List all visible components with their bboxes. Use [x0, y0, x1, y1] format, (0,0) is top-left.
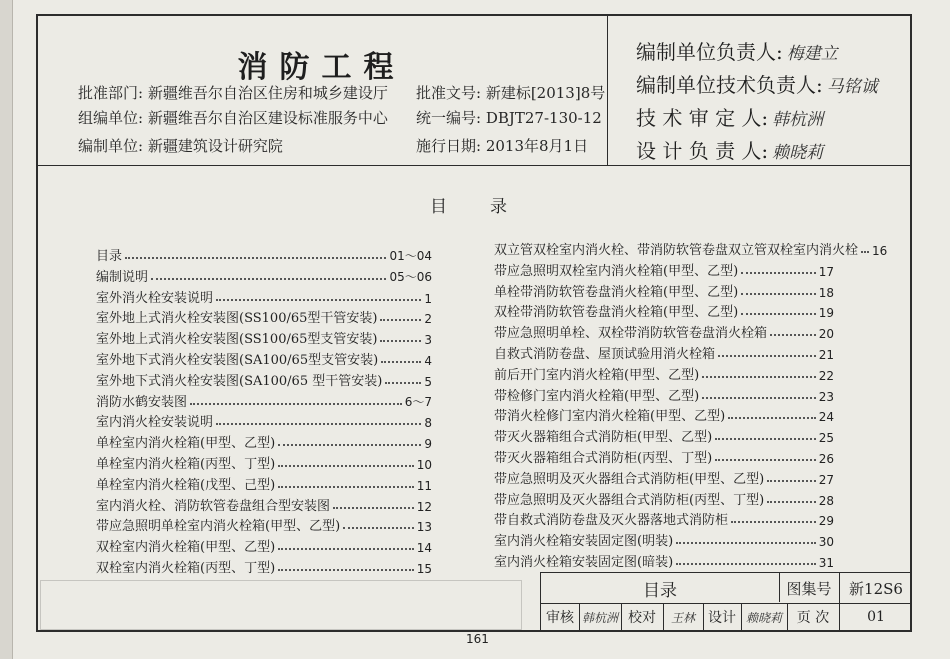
- toc-entry-title: 单栓室内消火栓箱(戊型、己型): [96, 477, 276, 493]
- toc-entry: [96, 306, 432, 326]
- toc-leader-dots: [728, 417, 816, 419]
- toc-entry-page: 19: [818, 306, 834, 321]
- toc-leader-dots: [702, 376, 816, 378]
- toc-entry-page: 6～7: [404, 394, 432, 409]
- toc-entry: [96, 348, 432, 368]
- toc-entry-page: 20: [818, 327, 834, 342]
- design-signature: 赖晓莉: [745, 610, 782, 625]
- toc-entry: [494, 529, 834, 549]
- toc-entry: [96, 431, 432, 451]
- toc-entry-title: 室内消火栓安装说明: [96, 415, 214, 431]
- toc-leader-dots: [216, 423, 421, 425]
- toc-entry-page: 29: [818, 514, 834, 529]
- toc-heading-left: 目: [430, 197, 447, 217]
- toc-entry: [96, 244, 432, 264]
- toc-heading-right: 录: [490, 197, 507, 217]
- toc-entry-page: 4: [424, 354, 432, 368]
- toc-entry-title: 自救式消防卷盘、屋顶试验用消火栓箱: [494, 347, 716, 362]
- toc-entry-title: 目录: [96, 249, 123, 264]
- toc-entry-title: 带消火栓修门室内消火栓箱(甲型、乙型): [494, 409, 726, 425]
- toc-entry: [494, 425, 834, 445]
- toc-entry: [96, 556, 432, 576]
- toc-entry: [96, 535, 432, 555]
- toc-entry-title: 带应急照明单栓室内消火栓箱(甲型、乙型): [96, 519, 341, 535]
- atlas-number: 新12S6: [849, 579, 903, 598]
- title-block-name: 目录: [643, 580, 677, 601]
- toc-entry-title: 室外地上式消火栓安装图(SS100/65型支管安装): [96, 332, 378, 348]
- toc-entry: [494, 342, 834, 362]
- toc-leader-dots: [151, 278, 386, 280]
- toc-leader-dots: [741, 313, 816, 315]
- toc-entry: [96, 452, 432, 472]
- toc-entry-title: 带检修门室内消火栓箱(甲型、乙型): [494, 388, 700, 404]
- binding-strip: [0, 0, 13, 659]
- toc-leader-dots: [125, 257, 386, 259]
- toc-leader-dots: [278, 569, 414, 571]
- toc-entry: [96, 514, 432, 534]
- atlas-label: 图集号: [786, 579, 832, 598]
- toc-entry: [494, 488, 834, 508]
- toc-entry-title: 消防水鹤安装图: [96, 394, 188, 410]
- toc-entry-title: 单栓带消防软管卷盘消火栓箱(甲型、乙型): [494, 284, 739, 300]
- toc-entry-page: 01～04: [389, 249, 432, 263]
- signature: 韩杭洲: [772, 110, 824, 130]
- toc-entry-title: 带自救式消防卷盘及灭火器落地式消防柜: [494, 513, 729, 529]
- toc-entry-page: 21: [818, 348, 834, 362]
- toc-leader-dots: [715, 459, 816, 461]
- toc-entry-page: 27: [818, 472, 834, 487]
- signature: 梅建立: [786, 44, 838, 64]
- toc-entry-page: 1: [424, 291, 432, 306]
- toc-entry-title: 带应急照明及灭火器组合式消防柜(甲型、乙型): [494, 471, 765, 487]
- toc-entry: [494, 259, 834, 279]
- toc-entry-title: 室外地上式消火栓安装图(SS100/65型干管安装): [96, 311, 378, 327]
- toc-entry-page: 12: [416, 499, 432, 514]
- responsible-row: [636, 69, 878, 98]
- toc-leader-dots: [278, 548, 414, 550]
- responsible-label: 设 计 负 责 人:: [636, 139, 769, 163]
- toc-entry-title: 室外地下式消火栓安装图(SA100/65 型干管安装): [96, 373, 383, 389]
- toc-leader-dots: [676, 542, 816, 544]
- toc-entry-title: 带灭火器箱组合式消防柜(甲型、乙型): [494, 430, 713, 446]
- header-info-panel: [36, 14, 608, 166]
- design-label: 设计: [708, 610, 736, 626]
- responsible-row: [636, 135, 823, 164]
- toc-entry: [494, 363, 834, 383]
- toc-entry-page: 5: [424, 374, 432, 389]
- check-signature: 王林: [670, 610, 695, 625]
- toc-entry-page: 24: [818, 410, 834, 425]
- approve-number: 批准文号: 新建标[2013]8号: [416, 84, 606, 102]
- toc-leader-dots: [278, 465, 414, 467]
- toc-entry-page: 25: [818, 431, 834, 446]
- toc-leader-dots: [676, 563, 816, 565]
- toc-entry: [494, 550, 834, 570]
- toc-entry: [96, 473, 432, 493]
- toc-entry-page: 8: [424, 416, 432, 431]
- check-label: 校对: [628, 610, 656, 626]
- toc-entry-page: 13: [416, 520, 432, 535]
- toc-entry-title: 前后开门室内消火栓箱(甲型、乙型): [494, 367, 700, 383]
- toc-entry-title: 带应急照明及灭火器组合式消防柜(丙型、丁型): [494, 492, 765, 508]
- toc-leader-dots: [343, 527, 414, 529]
- signature: 赖晓莉: [772, 143, 824, 163]
- toc-entry-page: 9: [424, 437, 432, 452]
- toc-entry-page: 11: [416, 478, 432, 493]
- toc-entry: [494, 300, 834, 320]
- toc-leader-dots: [718, 355, 816, 357]
- toc-leader-dots: [380, 319, 421, 321]
- edit-unit: 编制单位: 新疆建筑设计研究院: [78, 137, 283, 155]
- responsible-label: 编制单位技术负责人:: [636, 73, 823, 97]
- faded-bleed-through: [40, 580, 522, 630]
- toc-entry-title: 室外消火栓安装说明: [96, 290, 214, 306]
- page-label: 页 次: [796, 610, 830, 626]
- toc-entry-page: 26: [818, 452, 834, 466]
- toc-entry: [96, 327, 432, 347]
- toc-entry-title: 带应急照明单栓、双栓带消防软管卷盘消火栓箱: [494, 326, 768, 342]
- toc-entry: [494, 238, 888, 258]
- toc-entry: [494, 404, 834, 424]
- toc-entry-title: 单栓室内消火栓箱(丙型、丁型): [96, 457, 276, 472]
- toc-entry-page: 16: [872, 244, 888, 258]
- toc-leader-dots: [216, 299, 421, 301]
- toc-entry: [494, 467, 834, 487]
- responsible-label: 技 术 审 定 人:: [636, 106, 769, 130]
- toc-entry-page: 22: [818, 368, 834, 383]
- toc-entry: [96, 410, 432, 430]
- toc-leader-dots: [715, 438, 816, 440]
- toc-leader-dots: [190, 403, 402, 405]
- toc-entry: [494, 384, 834, 404]
- toc-entry-page: 23: [818, 389, 834, 404]
- toc-entry-page: 30: [818, 535, 834, 550]
- page-number: 161: [466, 632, 489, 646]
- responsible-row: [636, 36, 838, 65]
- toc-leader-dots: [861, 251, 869, 253]
- toc-entry: [96, 369, 432, 389]
- toc-entry-page: 31: [818, 556, 834, 570]
- toc-entry-title: 带应急照明双栓室内消火栓箱(甲型、乙型): [494, 263, 739, 279]
- effective-date: 施行日期: 2013年8月1日: [416, 137, 589, 155]
- toc-entry-title: 室内消火栓箱安装固定图(明装): [494, 534, 674, 550]
- review-signature: 韩杭洲: [581, 610, 618, 625]
- toc-entry-title: 带灭火器箱组合式消防柜(丙型、丁型): [494, 451, 713, 466]
- toc-leader-dots: [741, 293, 816, 295]
- toc-entry-title: 双栓带消防软管卷盘消火栓箱(甲型、乙型): [494, 305, 739, 321]
- toc-entry: [96, 265, 432, 285]
- toc-leader-dots: [333, 507, 414, 509]
- review-label: 审核: [546, 610, 574, 626]
- toc-entry-title: 双栓室内消火栓箱(丙型、丁型): [96, 561, 276, 576]
- toc-entry: [494, 508, 834, 528]
- toc-entry: [494, 280, 834, 300]
- toc-entry-title: 编制说明: [96, 269, 149, 285]
- unified-number: 统一编号: DBJT27-130-12: [416, 109, 602, 127]
- compile-unit: 组编单位: 新疆维吾尔自治区建设标准服务中心: [78, 109, 388, 127]
- toc-leader-dots: [278, 486, 414, 488]
- toc-leader-dots: [767, 501, 816, 503]
- toc-entry-page: 05～06: [389, 269, 432, 284]
- toc-leader-dots: [381, 361, 421, 363]
- page-value: 01: [867, 609, 885, 625]
- responsible-persons-panel: [608, 14, 912, 166]
- responsible-label: 编制单位负责人:: [636, 40, 783, 64]
- toc-leader-dots: [731, 521, 816, 523]
- toc-leader-dots: [741, 272, 816, 274]
- title-block: [540, 572, 912, 632]
- toc-entry-page: 10: [416, 458, 432, 472]
- toc-leader-dots: [702, 397, 816, 399]
- responsible-row: [636, 102, 823, 131]
- toc-entry-title: 室内消火栓箱安装固定图(暗装): [494, 555, 674, 570]
- toc-leader-dots: [380, 340, 421, 342]
- toc-entry-page: 18: [818, 285, 834, 300]
- toc-entry-title: 室内消火栓、消防软管卷盘组合型安装图: [96, 498, 331, 514]
- toc-entry-page: 14: [416, 541, 432, 556]
- toc-entry-title: 双立管双栓室内消火栓、带消防软管卷盘双立管双栓室内消火栓: [494, 243, 859, 258]
- approve-dept: 批准部门: 新疆维吾尔自治区住房和城乡建设厅: [78, 84, 388, 102]
- toc-entry-page: 2: [424, 312, 432, 327]
- document-title: 消防工程: [237, 50, 406, 85]
- toc-entry-title: 单栓室内消火栓箱(甲型、乙型): [96, 436, 276, 452]
- toc-entry-title: 双栓室内消火栓箱(甲型、乙型): [96, 540, 276, 556]
- toc-entry: [494, 321, 834, 341]
- toc-leader-dots: [767, 480, 816, 482]
- toc-entry: [494, 446, 834, 466]
- toc-entry-page: 17: [818, 264, 834, 279]
- toc-entry: [96, 390, 432, 410]
- toc-leader-dots: [770, 334, 816, 336]
- toc-entry-page: 15: [416, 562, 432, 576]
- toc-entry: [96, 494, 432, 514]
- signature: 马铭诚: [826, 77, 878, 97]
- toc-leader-dots: [278, 444, 421, 446]
- toc-entry-page: 3: [424, 333, 432, 348]
- toc-entry-title: 室外地下式消火栓安装图(SA100/65型支管安装): [96, 353, 379, 368]
- toc-entry: [96, 286, 432, 306]
- toc-entry-page: 28: [818, 493, 834, 508]
- toc-leader-dots: [385, 382, 421, 384]
